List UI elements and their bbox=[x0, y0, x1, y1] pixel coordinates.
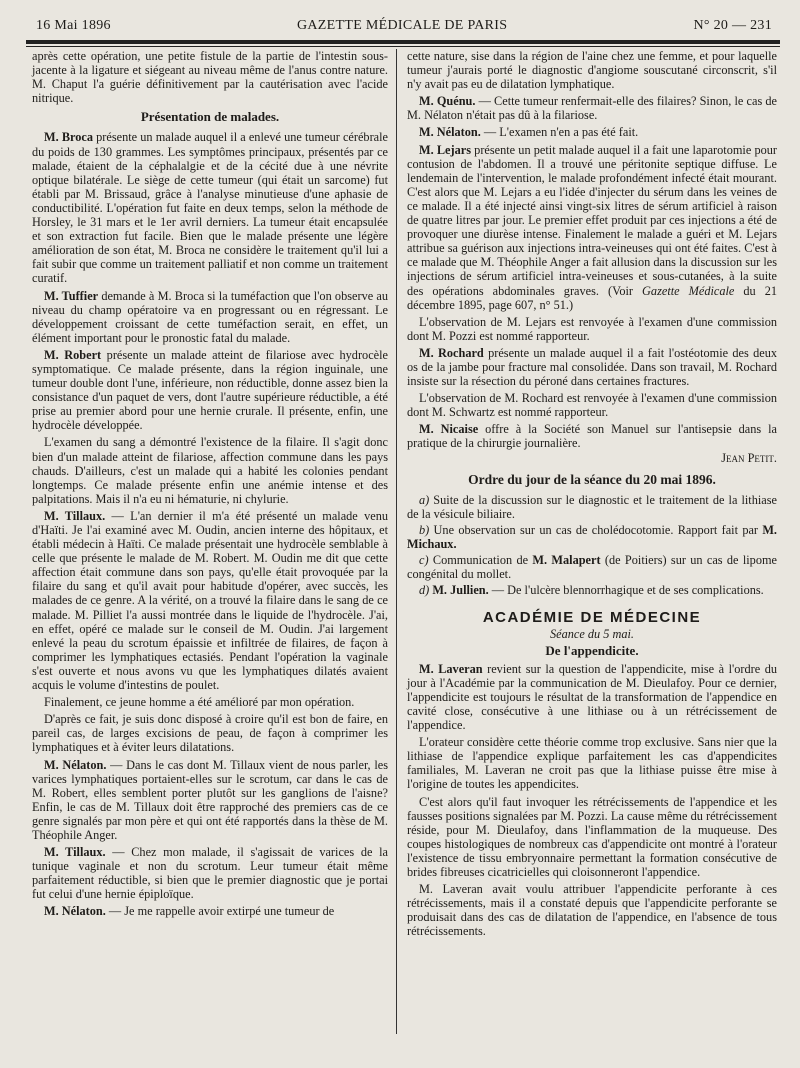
paragraph-tuffier bbox=[32, 289, 388, 345]
paragraph-text: — L'an dernier il m'a été présenté un malade venu d'Haïti. Je l'ai examiné avec M. Oudin, ancien interne des hôpitaux, et établi médecin à Haïti. Ce malade présentait une hydrocèle semblable à celle que présente le malade de M. Robert. M. Oudin me dit que cette affection était commune dans son pays, qu'elle était provoquée par la filaire du sang et qu'il avait pour habitude d'opérer, avec succès, les malades de ce genre. A la vérité, on a trouvé la filaire dans le sang de ce malade. M. Pilliet l'a aussi montrée dans le liquide de l'hydrocèle. J'ai, en effet, opéré ce malade sur le conseil de M. Oudin. J'ai largement enlevé la peau du scrotum épaissie et infiltrée de filaires, de façon à comprimer les lymphatiques ectasiés. Pendant l'opération la vaginale s'est ouverte et nous avons vu que les lymphatiques dilatés avaient acquis le volume d'intestins de poulet. bbox=[32, 508, 388, 693]
paragraph-text-end: du 21 décembre 1895, page 607, n° 51.) bbox=[407, 283, 777, 312]
agenda-item-d bbox=[407, 583, 777, 597]
paragraph-lejars bbox=[407, 143, 777, 312]
speaker-name: M. Tillaux. bbox=[44, 845, 106, 860]
paragraph-tillaux-1 bbox=[32, 509, 388, 692]
paragraph-text: offre à la Société son Manuel sur l'antisepsie dans la pratique de la chirurgie journalière. bbox=[407, 422, 777, 451]
item-label: c) bbox=[419, 553, 429, 568]
academie-title: ACADÉMIE DE MÉDECINE bbox=[482, 609, 702, 627]
paragraph-laveran-end: M. Laveran avait voulu attribuer l'appendicite perforante à ces rétrécissements, mais il a constaté depuis que l'appendicite perforante se produisait dans des cas de dilatation de l'appendice, en l'absence de tous rétrécissements. bbox=[407, 882, 777, 939]
item-label: d) bbox=[419, 583, 430, 598]
paragraph-continuation: cette nature, sise dans la région de l'aine chez une femme, et pour laquelle tumeur j'aurais porté le diagnostic d'angiome souscutané circonscrit, s'il n'y avait pas eu de dilatation lymphatique. bbox=[407, 49, 777, 92]
paragraph-robert bbox=[32, 348, 388, 433]
right-column bbox=[397, 49, 777, 1034]
paragraph-laveran bbox=[407, 662, 777, 732]
paragraph-nelaton-1 bbox=[32, 758, 388, 843]
page-header bbox=[26, 18, 780, 34]
speaker-name: M. Broca bbox=[44, 130, 94, 145]
agenda-item-b bbox=[407, 523, 777, 551]
speaker-name: M. Quénu. bbox=[419, 94, 476, 109]
paragraph-chaput: après cette opération, une petite fistule de la partie de l'intestin sous-jacente à la ligature et siégeant au niveau même de l'anus contre nature. M. Chaput l'a guérie définitivement par la cautérisation avec l'acide nitrique. bbox=[32, 49, 388, 106]
paragraph-text: demande à M. Broca si la tuméfaction que l'on observe au niveau du champ opératoire va en progressant ou en régressant. Le développement croissant de cette tuméfaction serait, en effet, un élément important pour le pronostic fatal du malade. bbox=[32, 288, 388, 345]
paragraph-text: présente un malade atteint de filariose avec hydrocèle symptomatique. Ce malade présente, dans la région inguinale, une tumeur double dont l'une, inférieure, non réductible, donne assez bien la consistance d'un paquet de vers, dont l'autre supérieure réductible, a été prise au premier abord pour une hernie crurale. Il présente, enfin, une hydrocèle développée. bbox=[32, 347, 388, 433]
paragraph-examen-sang: L'examen du sang a démontré l'existence de la filaire. Il s'agit donc bien d'un malade atteint de filariose, affection commune dans les pays chauds. D'ailleurs, c'est un malade qui a habité les colonies pendant longtemps. Ce malade présente enfin une anémie intense et des palpitations. Mais il n'a eu ni hématurie, ni chylurie. bbox=[32, 435, 388, 506]
paragraph-text: présente un malade auquel il a fait l'ostéotomie des deux os de la jambe pour fracture mal consolidée. Dans son travail, M. Rochard insiste sur la résection du péroné dans certaines fractures. bbox=[407, 345, 777, 389]
speaker-name: M. Robert bbox=[44, 347, 102, 362]
paragraph-text: revient sur la question de l'appendicite, mise à l'ordre du jour à l'Académie par la communication de M. Dieulafoy. Pour ce dernier, l'appendicite est toujours le résultat de la transformation de l'appendice en cavité close, consécutive à une lithiase ou à un rétrécissement de l'appendice. bbox=[407, 661, 777, 733]
item-text: Suite de la discussion sur le diagnostic et le traitement de la lithiase de la vésicule biliaire. bbox=[407, 492, 777, 521]
columns bbox=[26, 49, 780, 1034]
paragraph-cest-alors: C'est alors qu'il faut invoquer les rétrécissements de l'appendice et les fausses positions signalées par M. Pozzi. La cause même du rétrécissement réside, pour M. Dieulafoy, dans l'inflammation de la muqueuse. Des coupes histologiques de nombreux cas d'appendicite ont montré à l'orateur l'existence de tissu embryonnaire permettant la formation consécutive de brides fibreuses cicatricielles qui cloisonneront l'appendice. bbox=[407, 794, 777, 879]
header-page-number: N° 20 — 231 bbox=[693, 18, 772, 33]
item-label: a) bbox=[419, 492, 430, 507]
paragraph-text: — Cette tumeur renfermait-elle des filaires? Sinon, le cas de M. Nélaton n'était pas dû à la filariose. bbox=[407, 94, 777, 123]
speaker-name: M. Jullien. bbox=[432, 583, 489, 598]
seance-date: Séance du 5 mai. bbox=[549, 627, 634, 642]
paragraph-broca bbox=[32, 130, 388, 285]
speaker-name: M. Malapert bbox=[532, 553, 601, 568]
speaker-name: M. Nicaise bbox=[419, 422, 479, 437]
item-text: Communication de bbox=[428, 553, 533, 568]
paragraph-quenu bbox=[407, 94, 777, 122]
paragraph-text: présente un petit malade auquel il a fait une laparotomie pour contusion de l'abdomen. Il a trouvé une péritonite septique diffuse. Le lendemain de l'intervention, le malade profondément infecté était mourant. C'est alors que M. Lejars a eu l'idée d'injecter du sérum dans les veines de ce malade. Il a été injecté ainsi vingt-six litres de sérum artificiel à raison de quatre litres par jour. Le premier effet produit par ces injections a été de provoquer une diurèse intense. Finalement le malade a guéri et M. Lejars attribue sa guérison aux injections intra-veineuses qui ont été faites. C'est à ce malade que M. Théophile Anger a fait allusion dans la discussion sur les injections de sérum artificiel intra-veineuses et sous-cutanées, à la suite des opérations abdominales graves. (Voir bbox=[407, 142, 777, 298]
item-text: Une observation sur un cas de cholédocotomie. Rapport fait par bbox=[429, 522, 763, 537]
item-label: b) bbox=[419, 522, 430, 537]
item-text-end: (de Poitiers) sur un cas de lipome congénital du mollet. bbox=[407, 553, 777, 582]
paragraph-lejars-observation: L'observation de M. Lejars est renvoyée à l'examen d'une commission dont M. Pozzi est nommé rapporteur. bbox=[407, 314, 777, 343]
appendicite-title: De l'appendicite. bbox=[545, 642, 639, 658]
paragraph-rochard bbox=[407, 346, 777, 388]
speaker-name: M. Lejars bbox=[419, 142, 471, 157]
paragraph-text: — Dans le cas dont M. Tillaux vient de nous parler, les varices lymphatiques portaient-elles sur le scrotum, car dans le cas de M. Robert, elles semblent porter plutôt sur les ganglions de l'aisne? Enfin, le cas de M. Tillaux doit être rapproché des premiers cas de ce genre signalés par mon père et qui ont été rapportés dans la thèse de M. Théophile Anger. bbox=[32, 757, 388, 842]
speaker-name: M. Rochard bbox=[419, 345, 484, 360]
paragraph-text: — L'examen n'en a pas été fait. bbox=[480, 125, 639, 140]
paragraph-nelaton-2 bbox=[32, 904, 388, 918]
section-title-presentation: Présentation de malades. bbox=[140, 109, 280, 125]
ordre-du-jour-title: Ordre du jour de la séance du 20 mai 1896. bbox=[468, 471, 716, 487]
header-rule-thick bbox=[26, 40, 780, 44]
paragraph-text: présente un malade auquel il a enlevé une tumeur cérébrale du poids de 130 grammes. Les symptômes principaux, présentés par ce malade, étaient de la céphalalgie et de la cécité due à une névrite optique bilatérale. Le siège de cette tumeur (qui était un sarcome) fut établi par M. Brissaud, grâce à l'analyse minutieuse d'une aphasie de conductibilité. L'opération fut faite en deux temps, selon la méthode de Horsley, le 31 mars et le 1er avril derniers. La tumeur était encapsulée et son extraction fut facile. Bien que le malade présente une légère amélioration de son état, M. Broca ne considère le traitement qu'il lui a fait subir que comme un traitement palliatif et non comme un traitement curatif. bbox=[32, 130, 388, 286]
speaker-name: M. Michaux. bbox=[407, 522, 777, 551]
paragraph-rochard-observation: L'observation de M. Rochard est renvoyée à l'examen d'une commission dont M. Schwartz est nommé rapporteur. bbox=[407, 391, 777, 420]
header-journal-title: GAZETTE MÉDICALE DE PARIS bbox=[296, 18, 508, 33]
speaker-name: M. Tillaux. bbox=[44, 508, 106, 523]
paragraph-finalement: Finalement, ce jeune homme a été amélioré par mon opération. bbox=[44, 695, 355, 710]
paragraph-text: — Chez mon malade, il s'agissait de varices de la tunique vaginale et non du scrotum. Leur tumeur était même parfaitement réductible, si bien que le premier diagnostic que je portai fut celui d'une hernie épiploïque. bbox=[32, 845, 388, 902]
paragraph-apres-ce-fait: D'après ce fait, je suis donc disposé à croire qu'il est bon de faire, en pareil cas, de larges excisions de peau, de façon à comprimer les lymphatiques et à éviter leurs dilatations. bbox=[32, 712, 388, 755]
left-column bbox=[26, 49, 396, 1034]
paragraph-orateur: L'orateur considère cette théorie comme trop exclusive. Sans nier que la lithiase de l'appendice explique parfaitement les cas d'appendicites familiales, M. Laveran ne croit pas que la lithiase puisse être mise à l'origine de toutes les appendicites. bbox=[407, 735, 777, 792]
speaker-name: M. Nélaton. bbox=[44, 904, 106, 919]
header-date: 16 Mai 1896 bbox=[36, 18, 111, 33]
author-signature: Jean Petit. bbox=[721, 450, 777, 465]
speaker-name: M. Nélaton. bbox=[44, 757, 107, 772]
paragraph-tillaux-2 bbox=[32, 845, 388, 901]
agenda-item-a bbox=[407, 493, 777, 521]
speaker-name: M. Laveran bbox=[419, 661, 483, 676]
speaker-name: M. Nélaton. bbox=[419, 125, 481, 140]
agenda-item-c bbox=[407, 553, 777, 581]
paragraph-nicaise bbox=[407, 422, 777, 464]
header-rule-thin bbox=[26, 46, 780, 47]
speaker-name: M. Tuffier bbox=[44, 288, 99, 303]
paragraph-text: — Je me rappelle avoir extirpé une tumeur de bbox=[105, 904, 335, 919]
journal-reference: Gazette Médicale bbox=[642, 283, 735, 298]
item-text: — De l'ulcère blennorrhagique et de ses complications. bbox=[488, 583, 764, 598]
paragraph-nelaton-3 bbox=[407, 125, 777, 139]
